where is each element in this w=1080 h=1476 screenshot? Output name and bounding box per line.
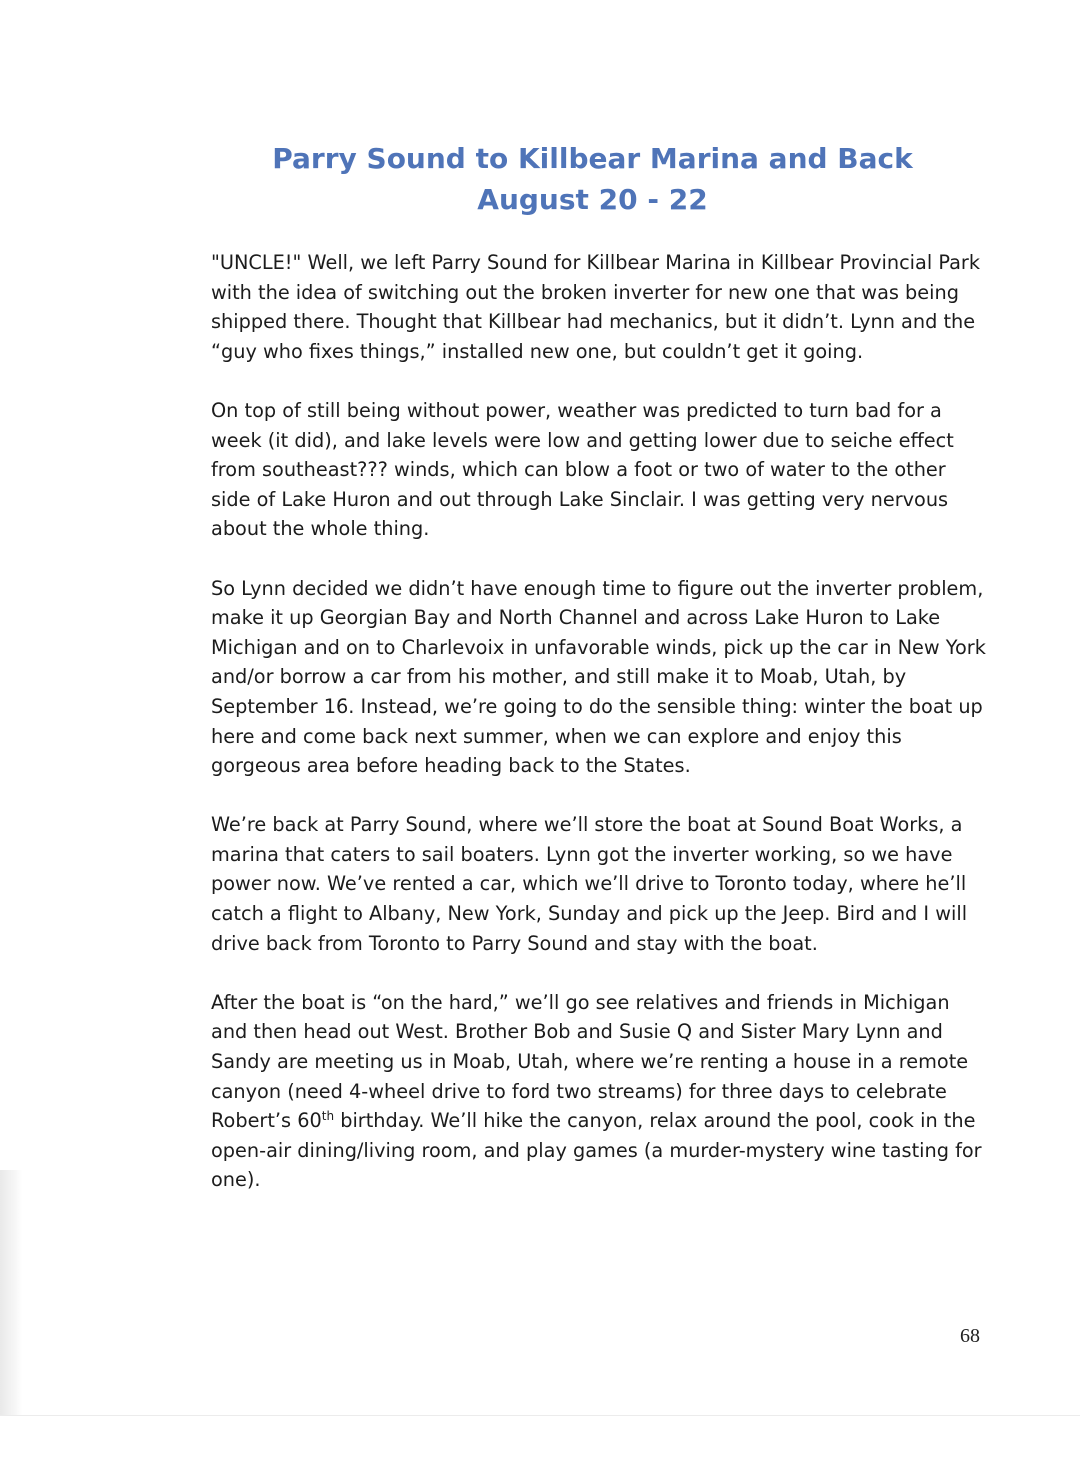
paragraph-5 <box>211 988 986 1195</box>
title-line-2: August 20 - 22 <box>477 183 708 216</box>
page-number: 68 <box>960 1325 980 1347</box>
title-line-1: Parry Sound to Killbear Marina and Back <box>272 142 913 175</box>
paragraph-5-text-b: birthday. We’ll hike the canyon, relax around the pool, cook in the open-air dining/living room, and play games (a murder-mystery wine tasting for one). <box>211 1109 982 1192</box>
page-title <box>180 138 1005 220</box>
body-text <box>211 248 986 1225</box>
scan-shadow-edge <box>0 1170 22 1415</box>
paragraph-5-text-a: After the boat is “on the hard,” we’ll go see relatives and friends in Michigan and then head out West. Brother Bob and Susie Q and Sister Mary Lynn and Sandy are meeting us in Moab, Utah, where we’re renting a house in a remote canyon (need 4-wheel drive to ford two streams) for three days to celebrate Robert’s 60 <box>211 990 969 1133</box>
paragraph-1: "UNCLE!" Well, we left Parry Sound for Killbear Marina in Killbear Provincial Park with the idea of switching out the broken inverter for new one that was being shipped there. Thought that Killbear had mechanics, but it didn’t. Lynn and the “guy who fixes things,” installed new one, but couldn’t get it going. <box>211 251 981 363</box>
paragraph-3: So Lynn decided we didn’t have enough time to figure out the inverter problem, make it up Georgian Bay and North Channel and across Lake Huron to Lake Michigan and on to Charlevoix in unfavorable winds, pick up the car in New York and/or borrow a car from his mother, and still make it to Moab, Utah, by September 16. Instead, we’re going to do the sensible thing: winter the boat up here and come back next summer, when we can explore and enjoy this gorgeous area before heading back to the States. <box>211 576 986 778</box>
paragraph-2: On top of still being without power, weather was predicted to turn bad for a week (it did), and lake levels were low and getting lower due to seiche effect from southeast??? winds, which can blow a foot or two of water to the other side of Lake Huron and out through Lake Sinclair. I was getting very nervous about the whole thing. <box>211 398 954 541</box>
ordinal-superscript: th <box>321 1109 335 1124</box>
paragraph-4: We’re back at Parry Sound, where we’ll store the boat at Sound Boat Works, a marina that caters to sail boaters. Lynn got the inverter working, so we have power now. We’ve rented a car, which we’ll drive to Toronto today, where he’ll catch a flight to Albany, New York, Sunday and pick up the Jeep. Bird and I will drive back from Toronto to Parry Sound and stay with the boat. <box>211 813 968 955</box>
scan-bottom-line <box>0 1415 1080 1416</box>
